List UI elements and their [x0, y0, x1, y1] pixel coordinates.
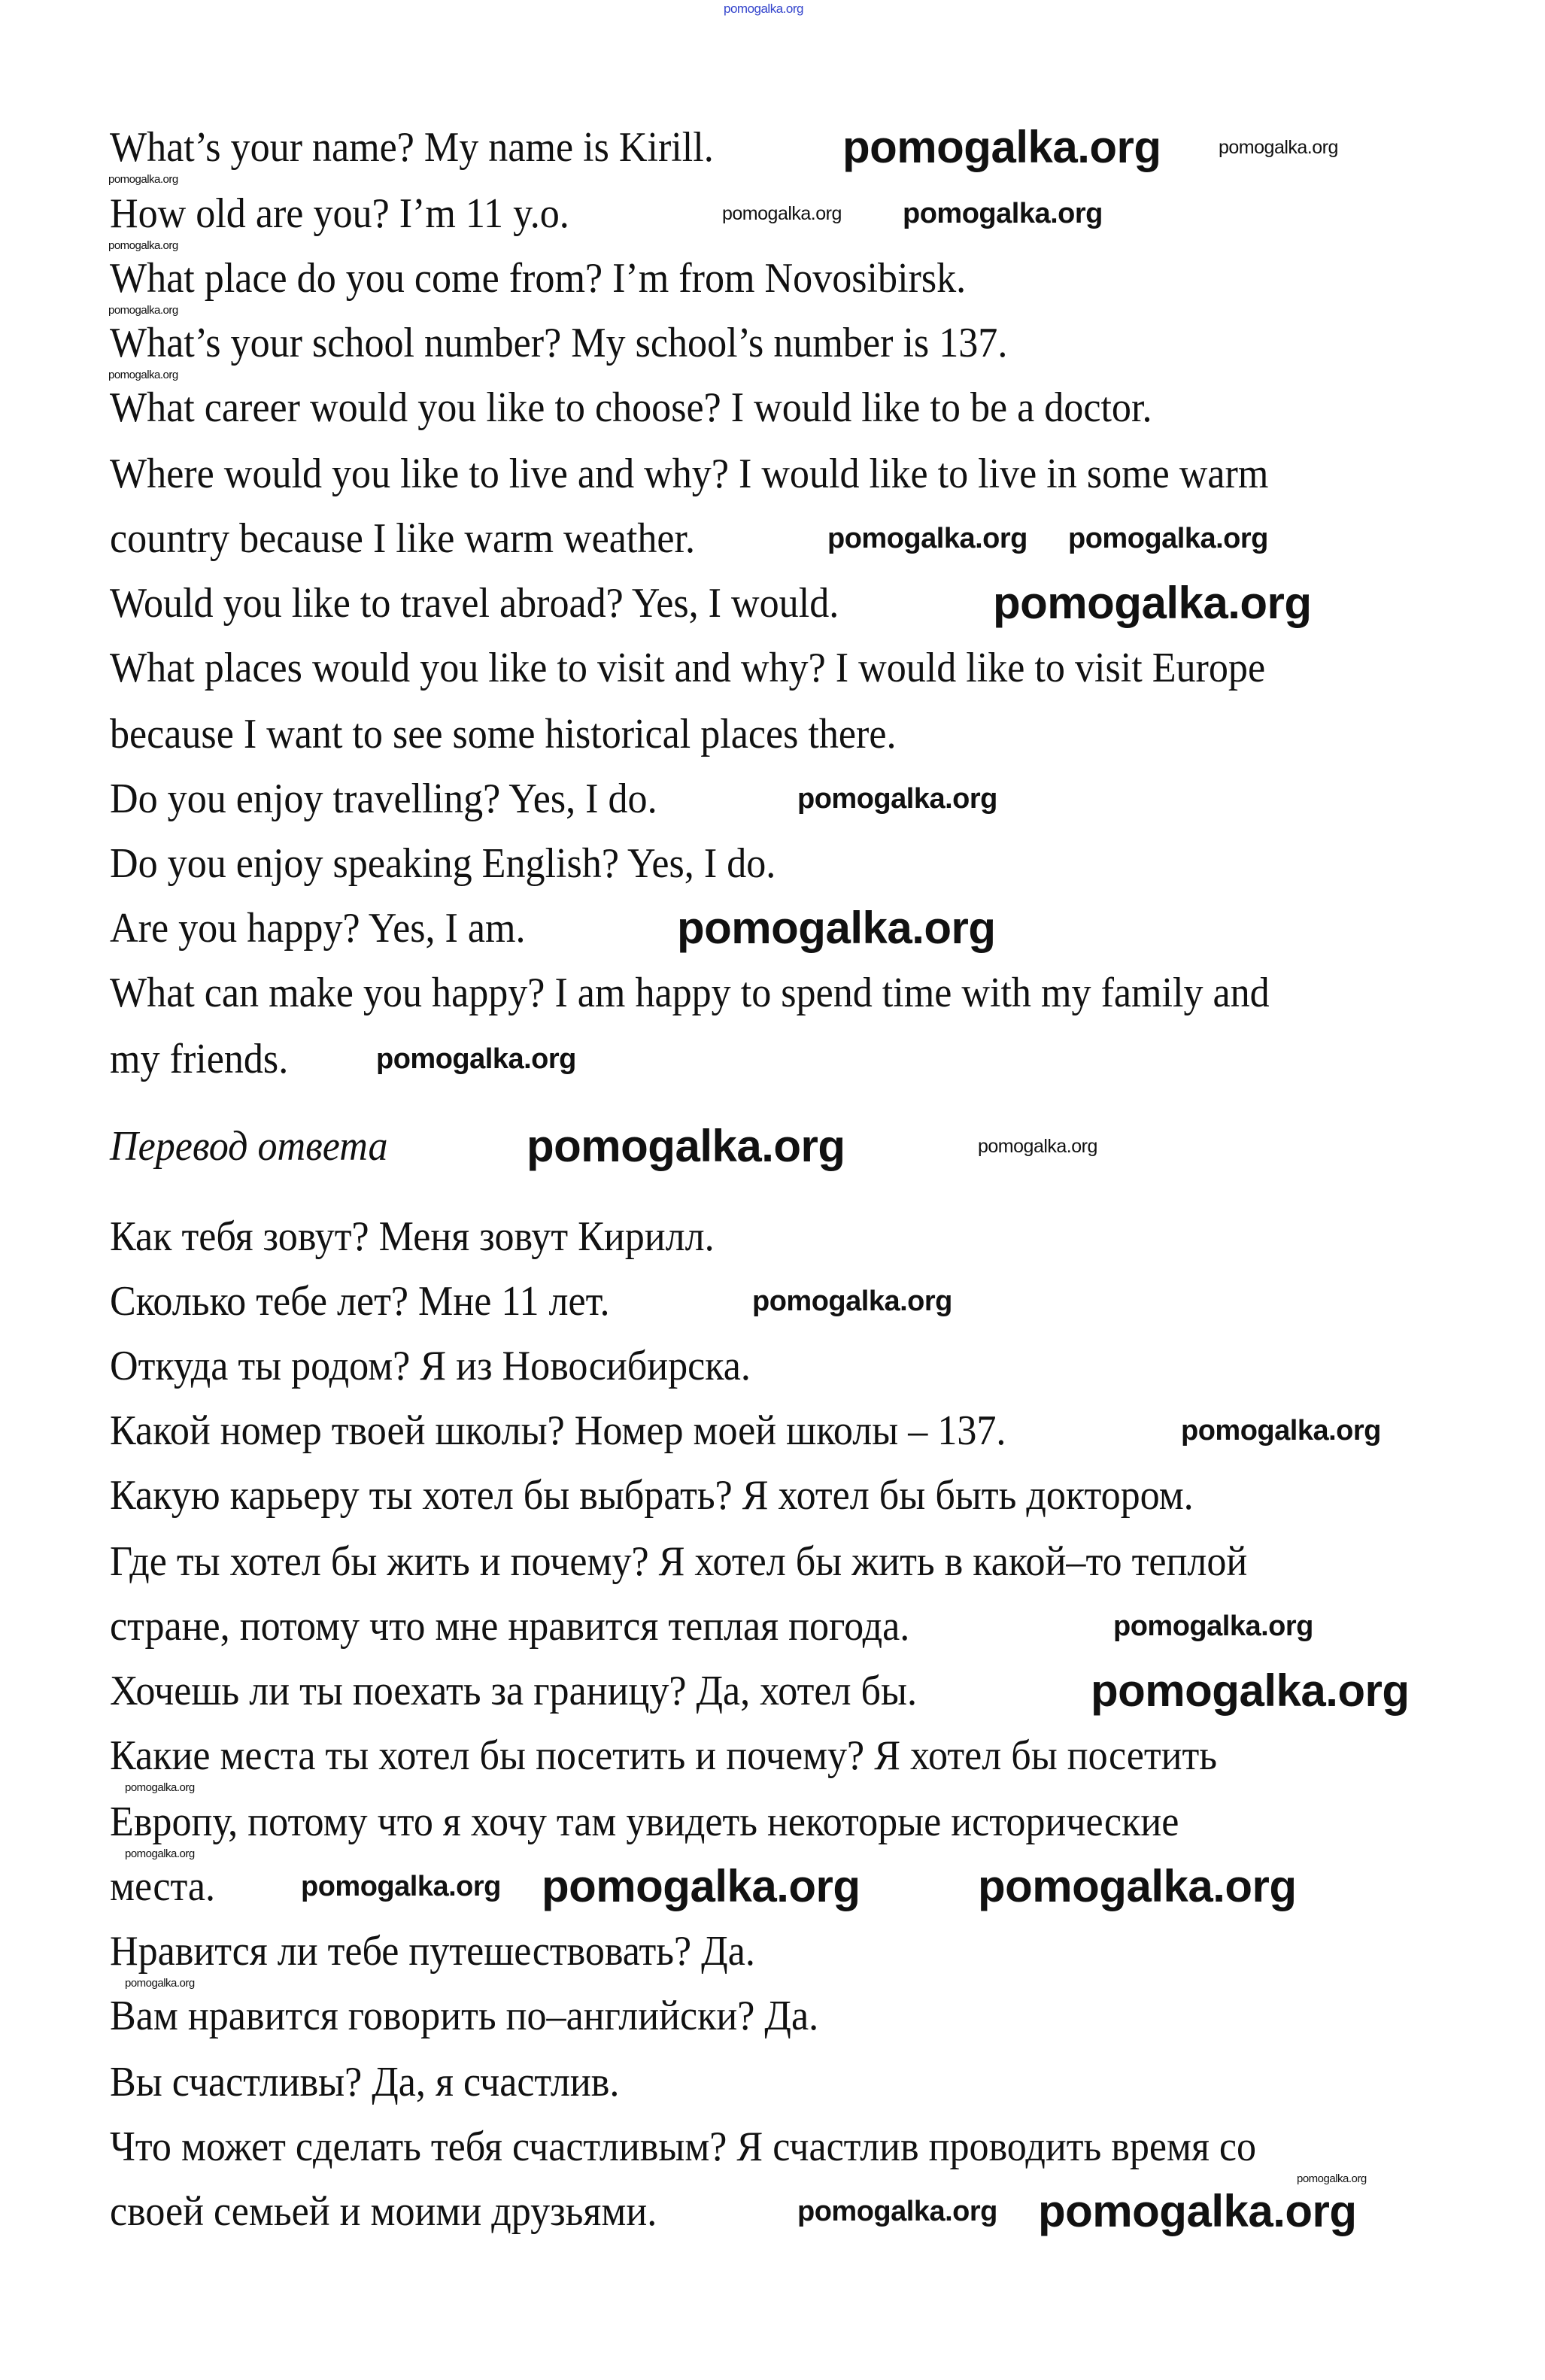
watermark: pomogalka.org	[978, 1861, 1297, 1911]
text-line: What places would you like to visit and why? I would like to visit Europe	[110, 645, 1266, 691]
watermark: pomogalka.org	[1038, 2186, 1357, 2236]
watermark: pomogalka.org	[993, 578, 1312, 628]
text-line: What can make you happy? I am happy to spend time with my family and	[110, 970, 1270, 1016]
text-line: Какую карьеру ты хотел бы выбрать? Я хотел бы быть доктором.	[110, 1472, 1194, 1519]
text-line: Европу, потому что я хочу там увидеть некоторые исторические	[110, 1799, 1179, 1845]
watermark: pomogalka.org	[542, 1861, 861, 1911]
watermark: pomogalka.org	[827, 523, 1027, 554]
text-line: What career would you like to choose? I would like to be a doctor.	[110, 384, 1152, 431]
text-line: my friends.	[110, 1036, 289, 1082]
watermark: pomogalka.org	[125, 1977, 195, 1990]
watermark: pomogalka.org	[903, 198, 1103, 229]
watermark: pomogalka.org	[108, 239, 178, 252]
watermark: pomogalka.org	[978, 1136, 1097, 1157]
text-line: Where would you like to live and why? I would like to live in some warm	[110, 451, 1269, 497]
text-line: Вам нравится говорить по–английски? Да.	[110, 1993, 819, 2039]
watermark: pomogalka.org	[1297, 2172, 1367, 2185]
text-line: Do you enjoy speaking English? Yes, I do.	[110, 840, 776, 887]
text-line: because I want to see some historical places there.	[110, 711, 897, 757]
text-line: места.	[110, 1863, 216, 1910]
watermark: pomogalka.org	[797, 783, 997, 815]
text-line: Сколько тебе лет? Мне 11 лет.	[110, 1278, 610, 1325]
watermark: pomogalka.org	[1181, 1415, 1381, 1447]
watermark: pomogalka.org	[376, 1043, 576, 1075]
watermark: pomogalka.org	[842, 122, 1161, 172]
text-line: country because I like warm weather.	[110, 515, 695, 562]
text-line: Are you happy? Yes, I am.	[110, 905, 526, 952]
text-line: Нравится ли тебе путешествовать? Да.	[110, 1928, 755, 1975]
text-line: Какой номер твоей школы? Номер моей школы – 137.	[110, 1407, 1006, 1454]
text-line: What’s your school number? My school’s number is 137.	[110, 320, 1008, 366]
watermark: pomogalka.org	[527, 1121, 845, 1171]
watermark: pomogalka.org	[108, 304, 178, 317]
text-line: Вы счастливы? Да, я счастлив.	[110, 2059, 620, 2105]
watermark: pomogalka.org	[1113, 1610, 1313, 1642]
text-line: Would you like to travel abroad? Yes, I would.	[110, 580, 839, 627]
text-line: своей семьей и моими друзьями.	[110, 2188, 657, 2235]
watermark: pomogalka.org	[125, 1847, 195, 1860]
watermark: pomogalka.org	[677, 903, 996, 953]
watermark: pomogalka.org	[1068, 523, 1268, 554]
text-line: стране, потому что мне нравится теплая погода.	[110, 1603, 910, 1650]
watermark: pomogalka.org	[722, 203, 842, 224]
top-watermark: pomogalka.org	[724, 2, 803, 16]
watermark: pomogalka.org	[125, 1781, 195, 1794]
watermark: pomogalka.org	[1219, 137, 1338, 158]
watermark: pomogalka.org	[108, 369, 178, 381]
text-line: What’s your name? My name is Kirill.	[110, 124, 714, 171]
watermark: pomogalka.org	[301, 1871, 501, 1902]
translation-heading: Перевод ответа	[110, 1123, 388, 1170]
text-line: Do you enjoy travelling? Yes, I do.	[110, 776, 657, 822]
text-line: Что может сделать тебя счастливым? Я счастлив проводить время со	[110, 2123, 1257, 2170]
text-line: Где ты хотел бы жить и почему? Я хотел бы жить в какой–то теплой	[110, 1538, 1248, 1585]
text-line: How old are you? I’m 11 y.o.	[110, 190, 569, 237]
watermark: pomogalka.org	[752, 1286, 952, 1317]
watermark: pomogalka.org	[797, 2196, 997, 2227]
text-line: Откуда ты родом? Я из Новосибирска.	[110, 1343, 751, 1389]
watermark: pomogalka.org	[108, 173, 178, 186]
text-line: Как тебя зовут? Меня зовут Кирилл.	[110, 1213, 715, 1260]
text-line: What place do you come from? I’m from Novosibirsk.	[110, 255, 967, 302]
text-line: Хочешь ли ты поехать за границу? Да, хотел бы.	[110, 1668, 917, 1714]
watermark: pomogalka.org	[1091, 1665, 1410, 1716]
text-line: Какие места ты хотел бы посетить и почему? Я хотел бы посетить	[110, 1732, 1217, 1779]
